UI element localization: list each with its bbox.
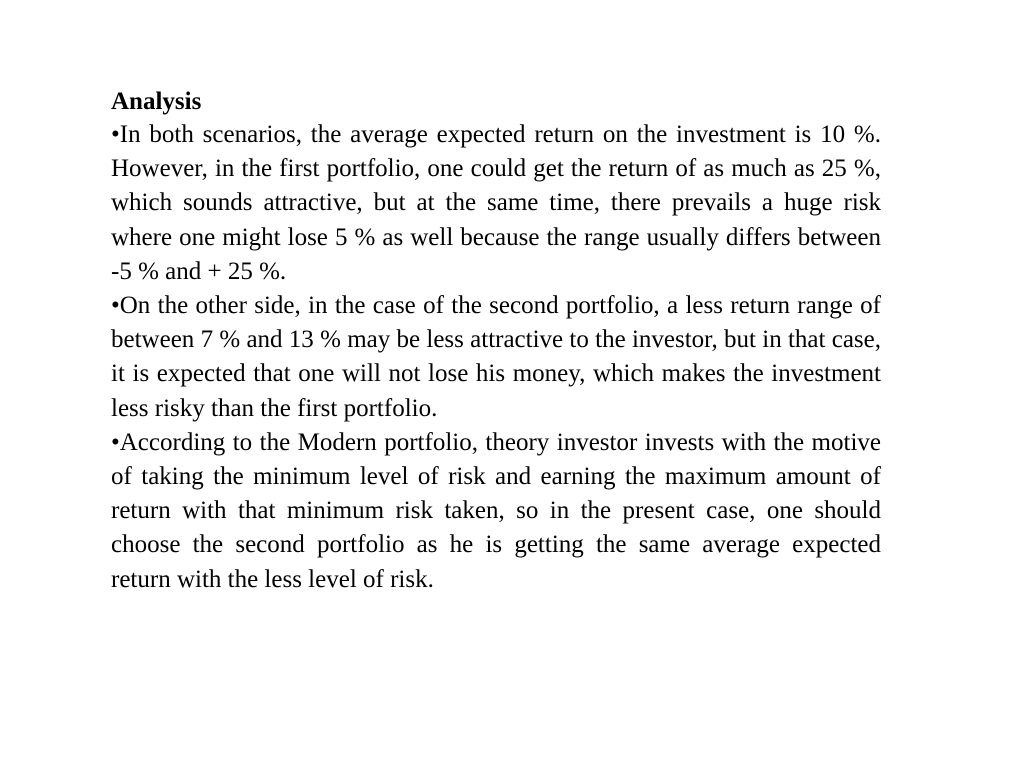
bullet-paragraph-2: •On the other side, in the case of the second portfolio, a less return range of between 7 % and 13 % may be less attractive to the investor, but in that case, it is expected that one will not lose his money, which makes the investment less risky than the first portfolio. <box>111 292 881 422</box>
slide-heading: Analysis <box>111 88 202 115</box>
bullet-paragraph-1: •In both scenarios, the average expected return on the investment is 10 %. However, in the first portfolio, one could get the return of as much as 25 %, which sounds attractive, but at the same time, there prevails a huge risk where one might lose 5 % as well because the range usually differs between -5 % and + 25 %. <box>111 121 881 285</box>
bullet-paragraph-3: •According to the Modern portfolio, theory investor invests with the motive of taking the minimum level of risk and earning the maximum amount of return with that minimum risk taken, so in the present case, one should choose the second portfolio as he is getting the same average expected return with the less level of risk. <box>111 428 881 593</box>
slide-content <box>111 86 881 597</box>
